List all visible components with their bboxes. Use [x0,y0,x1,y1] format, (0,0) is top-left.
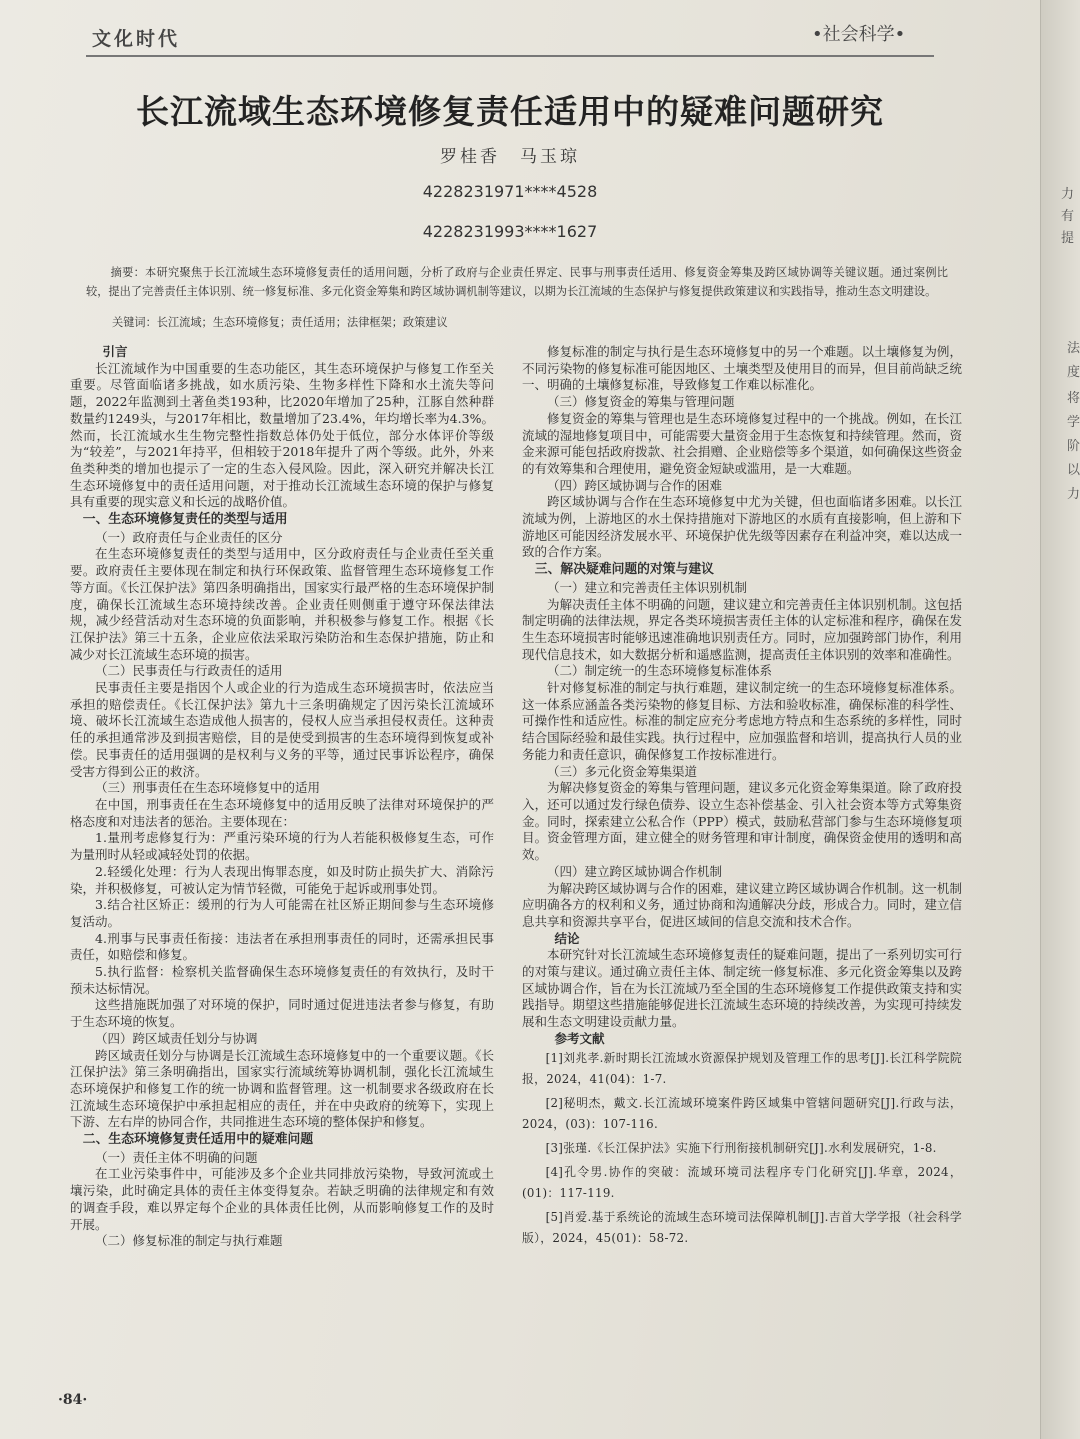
left-heading-3: （一）政府责任与企业责任的区分 [95,529,283,545]
right-heading-3: （四）跨区域协调与合作的困难 [547,477,723,493]
adjacent-page-glyph: 阶 [1067,439,1080,454]
left-heading-0: 引言 [102,344,128,359]
left-heading-17: 二、生态环境修复责任适用中的疑难问题 [82,1132,314,1148]
right-heading-12: （四）建立跨区域协调合作机制 [547,863,723,879]
right-paragraph-0: 修复标准的制定与执行是生态环境修复中的另一个难题。以土壤修复为例，不同污染物的修复标准可能因地区、土壤类型及使用目的而异，但目前尚缺乏统一、明确的土壤修复标准，导致修复工作难以标准化。 [522,344,962,393]
adjacent-page-glyph: 提 [1061,231,1075,246]
right-heading-5: 三、解决疑难问题的对策与建议 [534,562,714,578]
left-heading-5: （二）民事责任与行政责任的适用 [95,663,283,679]
right-column [522,344,962,1389]
left-paragraph-12: 4.刑事与民事责任衔接：违法者在承担刑事责任的同时，还需承担民事责任，如赔偿和修复。 [70,930,494,963]
right-paragraph-7: 为解决责任主体不明确的问题，建议建立和完善责任主体识别机制。这包括制定明确的法律法规，界定各类环境损害责任主体的认定标准和程序，确保在发生生态环境损害时能够迅速准确地识别责任方。同时，应加强跨部门协作，利用现代信息技术，如大数据分析和遥感监测，提高责任主体识别的效率和准确性。 [522,596,962,662]
adjacent-page-glyph: 学 [1067,415,1080,430]
right-paragraph-15: 本研究针对长江流域生态环境修复责任的疑难问题，提出了一系列切实可行的对策与建议。通过确立责任主体、制定统一修复标准、多元化资金筹集以及跨区域协调合作，旨在为长江流域乃至全国的生态环境修复工作提供政策支持和实践指导。期望这些措施能够促进长江流域生态环境的持续改善，为实现可持续发展和生态文明建设贡献力量。 [522,947,962,1030]
right-reference-21: [5]肖爱.基于系统论的流域生态环境司法保障机制[J].吉首大学学报（社会科学版），2024，45(01)：58-72. [522,1209,962,1245]
adjacent-page-glyph: 力 [1067,487,1080,502]
abstract: 摘要：本研究聚焦于长江流域生态环境修复责任的适用问题，分析了政府与企业责任界定、民事与刑事责任适用、修复资金筹集及跨区域协调等关键议题。通过案例比较，提出了完善责任主体识别、统一修复标准、多元化资金筹集和跨区域协调机制等建议，以期为长江流域的生态保护与修复提供政策建议和实践指导，推动生态文明建设。 [86,266,948,298]
left-paragraph-6: 民事责任主要是指因个人或企业的行为造成生态环境损害时，依法应当承担的赔偿责任。《长江保护法》第九十三条明确规定了因污染长江流域环境、破坏长江流域生态造成他人损害的，侵权人应当承担侵权责任。这种责任的承担通常涉及到损害赔偿，目的是使受到损害的生态环境得到恢复或补偿。民事责任的适用强调的是权利与义务的平等，通过民事诉讼程序，确保受害方得到公正的救济。 [70,680,494,779]
adjacent-page-glyph: 力 [1061,187,1075,202]
right-reference-17: [1]刘兆孝.新时期长江流域水资源保护规划及管理工作的思考[J].长江科学院院报，2024，41(04)：1-7. [522,1050,962,1086]
adjacent-page-glyph: 有 [1061,209,1075,224]
adjacent-page-glyph: 度 [1067,365,1080,380]
right-heading-16: 参考文献 [554,1030,605,1046]
left-paragraph-10: 2.轻缓化处理：行为人表现出悔罪态度，如及时防止损失扩大、消除污染，并积极修复，可被认定为情节轻微，可能免于起诉或刑事处罚。 [70,863,494,896]
left-column [70,344,494,1389]
adjacent-page-glyph: 将 [1067,391,1080,406]
right-paragraph-11: 为解决修复资金的筹集与管理问题，建议多元化资金筹集渠道。除了政府投入，还可以通过发行绿色债券、设立生态补偿基金、引入社会资本等方式筹集资金。同时，探索建立公私合作（PPP）模式，鼓励私营部门参与生态环境修复项目。资金管理方面，建立健全的财务管理和审计制度，确保资金使用的透明和高效。 [522,780,962,863]
right-paragraph-9: 针对修复标准的制定与执行难题，建议制定统一的生态环境修复标准体系。这一体系应涵盖各类污染物的修复目标、方法和验收标准，确保标准的科学性、可操作性和适应性。标准的制定应充分考虑地方特点和生态系统的多样性，同时结合国际经验和最佳实践。执行过程中，应加强监督和培训，提高执行人员的业务能力和责任意识，确保修复工作按标准进行。 [522,680,962,762]
left-heading-7: （三）刑事责任在生态环境修复中的适用 [95,780,321,796]
adjacent-page-edge [1040,0,1080,1439]
left-paragraph-19: 在工业污染事件中，可能涉及多个企业共同排放污染物，导致河流或土壤污染，此时确定具体的责任主体变得复杂。若缺乏明确的法律规定和有效的调查手段，难以界定每个企业的具体责任比例，从而影响修复工作的及时开展。 [70,1166,494,1232]
right-paragraph-4: 跨区域协调与合作在生态环境修复中尤为关键，但也面临诸多困难。以长江流域为例，上游地区的水土保持措施对下游地区的水质有直接影响，但上游和下游地区可能因经济发展水平、环境保护优先级等因素存在利益冲突，难以达成一致的合作方案。 [522,494,962,560]
subject-category-header: •社会科学• [812,24,906,45]
keywords: 关键词：长江流域；生态环境修复；责任适用；法律框架；政策建议 [112,316,448,329]
adjacent-page-glyph: 以 [1067,463,1080,478]
left-heading-2: 一、生态环境修复责任的类型与适用 [82,512,288,528]
right-paragraph-2: 修复资金的筹集与管理也是生态环境修复过程中的一个挑战。例如，在长江流域的湿地修复项目中，可能需要大量资金用于生态恢复和持续管理。然而，资金来源可能包括政府拨款、社会捐赠、企业赔偿等多个渠道，如何确保这些资金的有效筹集和合理使用，避免资金短缺或滥用，是一大难题。 [522,410,962,476]
right-reference-19: [3]张瑾.《长江保护法》实施下行刑衔接机制研究[J].水利发展研究，1-8. [545,1140,937,1155]
article-title: 长江流域生态环境修复责任适用中的疑难问题研究 [136,92,884,131]
right-heading-10: （三）多元化资金筹集渠道 [547,763,698,779]
left-paragraph-11: 3.结合社区矫正：缓刑的行为人可能需在社区矫正期间参与生态环境修复活动。 [70,897,494,929]
left-paragraph-1: 长江流域作为中国重要的生态功能区，其生态环境保护与修复工作至关重要。尽管面临诸多挑战，如水质污染、生物多样性下降和水土流失等问题，2022年监测到土著鱼类193种，比2020年增加了25种，江豚自然种群数量约1249头，与2017年相比，数量增加了23.4%，年均增长率为4.3%。然而，长江流域水生生物完整性指数总体仍处于低位，部分水体评价等级为“较差”，与2021年持平，但相较于2018年提升了两个等级。此外，外来鱼类种类的增加也提示了一定的生态入侵风险。因此，深入研究并解决长江生态环境修复中的责任适用问题，对于推动长江流域生态环境的保护与修复具有重要的现实意义和长远的战略价值。 [70,360,494,510]
right-heading-14: 结论 [554,930,580,946]
right-heading-1: （三）修复资金的筹集与管理问题 [547,394,735,410]
left-heading-20: （二）修复标准的制定与执行难题 [95,1233,283,1249]
author-id-2: 4228231993****1627 [422,222,598,241]
right-paragraph-13: 为解决跨区域协调与合作的困难，建议建立跨区域协调合作机制。这一机制应明确各方的权利和义务，通过协商和沟通解决分歧，形成合力。同时，建立信息共享和资源共享平台，促进区域间的信息交流和技术合作。 [522,880,962,929]
left-paragraph-14: 这些措施既加强了对环境的保护，同时通过促进违法者参与修复，有助于生态环境的恢复。 [70,997,494,1030]
left-heading-15: （四）跨区域责任划分与协调 [95,1030,258,1046]
left-paragraph-4: 在生态环境修复责任的类型与适用中，区分政府责任与企业责任至关重要。政府责任主要体现在制定和执行环保政策、监督管理生态环境修复工作等方面。《长江保护法》第四条明确指出，国家实行最严格的生态环境保护制度，确保长江流域生态环境持续改善。企业责任则侧重于遵守环保法律法规，减少经营活动对生态环境的负面影响，并积极参与修复工作。根据《长江保护法》第三十五条，企业应依法采取污染防治和生态保护措施，防止和减少对长江流域生态环境的损害。 [70,546,494,662]
header-divider [86,55,934,57]
right-heading-8: （二）制定统一的生态环境修复标准体系 [547,663,773,679]
left-paragraph-8: 在中国，刑事责任在生态环境修复中的适用反映了法律对环境保护的严格态度和对违法者的惩治。主要体现在： [70,796,494,829]
journal-section-header: 文化时代 [92,28,181,50]
page-number: ·84· [58,1392,88,1408]
right-heading-6: （一）建立和完善责任主体识别机制 [547,579,748,595]
right-reference-18: [2]秘明杰，戴文.长江流域环境案件跨区域集中管辖问题研究[J].行政与法，2024，(03)：107-116. [522,1095,962,1131]
right-reference-20: [4]孔令男.协作的突破：流域环境司法程序专门化研究[J].华章，2024，(01)：117-119. [522,1164,962,1200]
article-authors: 罗桂香 马玉琼 [440,147,580,167]
adjacent-page-glyph: 法 [1067,341,1080,356]
left-paragraph-9: 1.量刑考虑修复行为：严重污染环境的行为人若能积极修复生态，可作为量刑时从轻或减轻处罚的依据。 [70,830,494,863]
left-paragraph-13: 5.执行监督：检察机关监督确保生态环境修复责任的有效执行，及时干预未达标情况。 [70,964,494,996]
left-paragraph-16: 跨区域责任划分与协调是长江流域生态环境修复中的一个重要议题。《长江保护法》第三条明确指出，国家实行流域统筹协调机制，强化长江流域生态环境保护和修复工作的统一协调和监督管理。这一机制要求各级政府在长江流域生态环境保护中承担起相应的责任，并在中央政府的统筹下，实现上下游、左右岸的协同合作，共同推进生态环境的整体保护和修复。 [70,1047,494,1130]
author-id-1: 4228231971****4528 [422,182,598,201]
left-heading-18: （一）责任主体不明确的问题 [95,1149,258,1165]
